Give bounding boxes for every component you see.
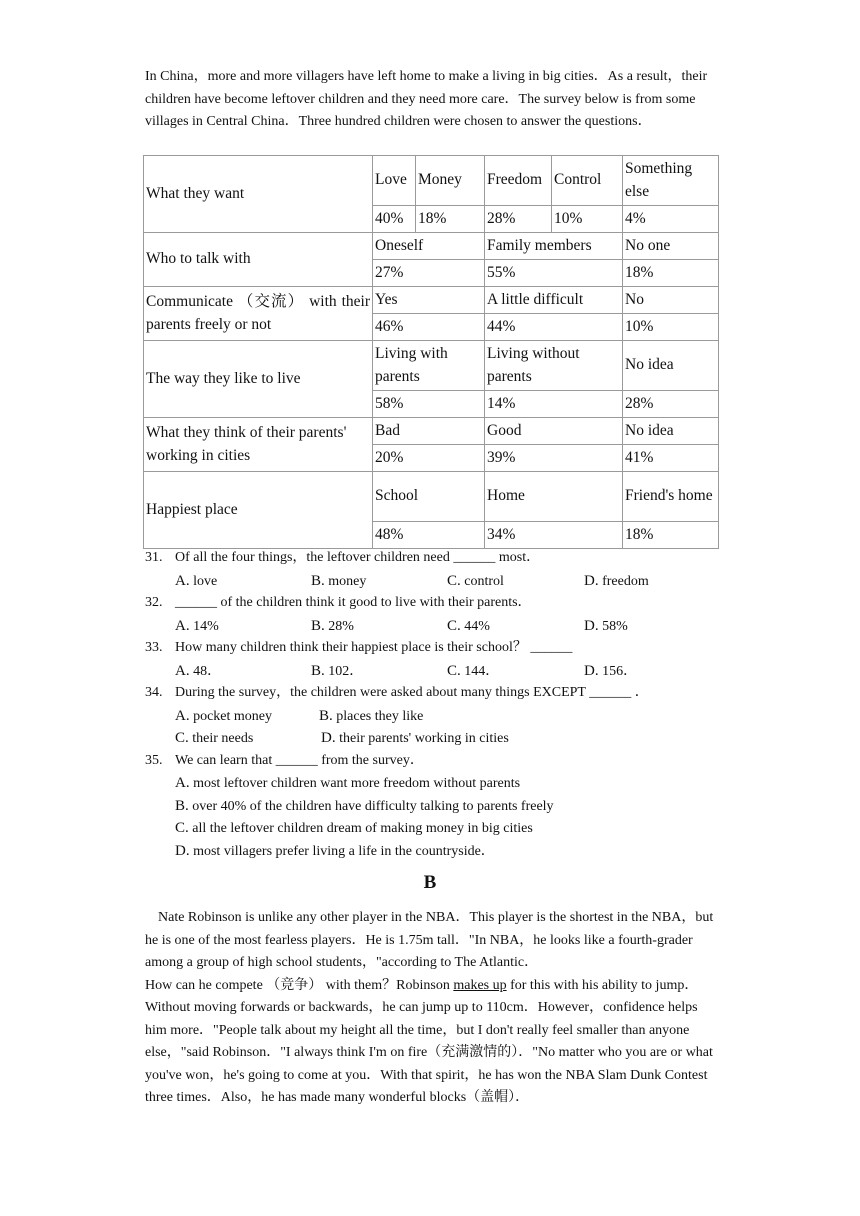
question-31-options [145, 570, 745, 593]
table-cell: Bad [373, 418, 485, 445]
table-cell: 41% [623, 445, 719, 472]
option-b[interactable] [311, 615, 354, 639]
option-text: most leftover children want more freedom without parents [193, 776, 521, 791]
option-a[interactable] [175, 660, 221, 684]
passage-b [145, 907, 720, 1110]
table-cell: 46% [373, 314, 485, 341]
table-cell: Living without parents [485, 341, 623, 391]
table-cell: 28% [485, 206, 552, 233]
underlined-phrase: makes up [453, 977, 507, 993]
option-text: over 40% of the children have difficulty talking to parents freely [192, 798, 554, 814]
question-33-options [145, 660, 745, 683]
option-letter: D. [584, 572, 599, 589]
option-b[interactable] [311, 660, 363, 684]
question-text: How many children think their happiest place is their school？ ______ [175, 640, 573, 655]
row-label-who-to-talk-with: Who to talk with [144, 233, 373, 287]
table-cell: 27% [373, 260, 485, 287]
option-text: 156． [602, 663, 638, 679]
option-letter: A. [175, 617, 190, 634]
table-cell: Living with parents [373, 341, 485, 391]
question-number: 35. [145, 752, 163, 768]
table-cell: 18% [623, 522, 719, 549]
question-35-option-d [145, 840, 745, 863]
passage-paragraph-1: Nate Robinson is unlike any other player in the NBA．This player is the shortest in the NBA，but he is one of the most fearless players．He is 1.75m tall．"In NBA，he looks like a fourth-grader among a group of high school students，"according to The Atlantic． [145, 910, 714, 970]
option-text: 44% [464, 618, 490, 634]
question-text: We can learn that ______ from the survey． [175, 752, 424, 768]
option-letter: B. [175, 797, 189, 814]
option-a[interactable] [175, 570, 217, 594]
table-cell: 58% [373, 391, 485, 418]
option-letter: C. [447, 572, 461, 589]
table-cell: 39% [485, 445, 623, 472]
option-c[interactable] [447, 615, 490, 639]
option-d[interactable] [175, 840, 495, 864]
table-cell: 18% [416, 206, 485, 233]
intro-paragraph: In China，more and more villagers have left home to make a living in big cities．As a result，their children have become leftover children and they need more care．The survey below is from some villages in Central China．Three hundred children were chosen to answer the questions． [145, 69, 708, 129]
option-b[interactable] [311, 570, 366, 594]
row-label-happiest-place: Happiest place [144, 472, 373, 549]
option-b[interactable] [175, 795, 554, 819]
option-text: money [328, 573, 367, 589]
question-35-option-a [145, 772, 745, 795]
question-34-options-row2 [145, 727, 745, 750]
option-d[interactable] [321, 727, 509, 751]
question-number: 34. [145, 685, 163, 700]
option-letter: D. [584, 617, 599, 634]
table-cell: No idea [623, 418, 719, 445]
question-text: During the survey，the children were asked about many things EXCEPT ______ ． [175, 685, 649, 700]
question-35-option-b [145, 795, 745, 818]
table-cell: 48% [373, 522, 485, 549]
table-cell: No idea [623, 341, 719, 391]
table-cell: Love [373, 156, 416, 206]
question-35 [145, 750, 745, 773]
option-text: their parents' working in cities [339, 731, 509, 746]
table-cell: 55% [485, 260, 623, 287]
table-cell: 4% [623, 206, 719, 233]
passage-text: for this with his ability to jump．Without moving forwards or backwards，he can jump up to 110cm．However，confidence helps him more．"People talk about my height all the time，but I don't really feel smaller than anyone else，"said Robinson．"I always think I'm on fire（充满激情的）．"No matter who you are or what you've won，he's going to come at you．With that spirit，he has won the NBA Slam Dunk Contest three times．Also，he has made many wonderful blocks（盖帽）． [145, 977, 713, 1105]
question-34-options-row1 [145, 705, 745, 728]
question-32 [145, 592, 745, 615]
question-34 [145, 682, 745, 705]
table-cell: Family members [485, 233, 623, 260]
table-cell: 10% [552, 206, 623, 233]
survey-table [143, 155, 719, 549]
row-label-way-to-live: The way they like to live [144, 341, 373, 418]
option-d[interactable] [584, 660, 637, 684]
table-cell: 20% [373, 445, 485, 472]
option-text: 144． [464, 663, 500, 679]
option-text: freedom [602, 573, 649, 589]
question-number: 33. [145, 640, 163, 655]
question-text: ______ of the children think it good to live with their parents． [175, 595, 532, 610]
option-letter: D. [321, 730, 336, 746]
table-cell: Oneself [373, 233, 485, 260]
table-cell: 10% [623, 314, 719, 341]
table-cell: Friend's home [623, 472, 719, 522]
option-letter: D. [175, 842, 190, 859]
option-c[interactable] [175, 817, 533, 841]
option-text: pocket money [193, 708, 273, 724]
passage-paragraph-2 [145, 975, 720, 1110]
question-number: 31. [145, 550, 163, 565]
option-c[interactable] [447, 570, 504, 594]
option-letter: A. [175, 662, 190, 679]
table-cell: Yes [373, 287, 485, 314]
questions-block [145, 547, 745, 862]
option-text: all the leftover children dream of making money in big cities [192, 821, 533, 836]
option-text: places they like [336, 708, 424, 724]
option-text: their needs [192, 731, 254, 746]
option-a[interactable] [175, 705, 272, 729]
option-letter: C. [175, 820, 189, 836]
table-cell: School [373, 472, 485, 522]
option-c[interactable] [447, 660, 499, 684]
option-b[interactable] [319, 705, 423, 729]
option-text: 102． [328, 663, 364, 679]
question-32-options [145, 615, 745, 638]
option-letter: B. [319, 707, 333, 724]
option-letter: B. [311, 617, 325, 634]
option-letter: B. [311, 572, 325, 589]
question-35-option-c [145, 817, 745, 840]
option-letter: C. [447, 617, 461, 634]
option-c[interactable] [175, 727, 253, 751]
table-cell: 28% [623, 391, 719, 418]
option-letter: B. [311, 662, 325, 679]
table-cell: Freedom [485, 156, 552, 206]
option-text: 14% [193, 618, 219, 634]
question-text: Of all the four things，the leftover children need ______ most． [175, 550, 541, 565]
table-cell: 14% [485, 391, 623, 418]
option-letter: A. [175, 775, 190, 791]
question-number: 32. [145, 595, 163, 610]
option-text: love [193, 573, 218, 589]
question-33 [145, 637, 745, 660]
option-text: control [464, 573, 504, 589]
table-cell: No [623, 287, 719, 314]
option-text: 48． [193, 663, 222, 679]
option-letter: D. [584, 662, 599, 679]
option-letter: A. [175, 572, 190, 589]
question-31 [145, 547, 745, 570]
option-text: most villagers prefer living a life in the countryside． [193, 843, 495, 859]
row-label-what-they-want: What they want [144, 156, 373, 233]
table-cell: No one [623, 233, 719, 260]
passage-text: How can he compete （竞争） with them？Robinson [145, 977, 454, 993]
option-letter: A. [175, 707, 190, 724]
table-cell: Something else [623, 156, 719, 206]
table-cell: A little difficult [485, 287, 623, 314]
table-cell: Good [485, 418, 623, 445]
table-cell: 18% [623, 260, 719, 287]
table-cell: 44% [485, 314, 623, 341]
row-label-think-of-parents: What they think of their parents' working in cities [144, 418, 373, 472]
table-cell: Home [485, 472, 623, 522]
option-d[interactable] [584, 570, 649, 594]
option-letter: C. [447, 662, 461, 679]
option-a[interactable] [175, 615, 219, 639]
table-cell: Control [552, 156, 623, 206]
option-text: 58% [602, 618, 628, 634]
table-cell: 40% [373, 206, 416, 233]
table-cell: 34% [485, 522, 623, 549]
table-cell: Money [416, 156, 485, 206]
row-label-communicate: Communicate （交流） with their parents freely or not [144, 287, 373, 341]
option-text: 28% [328, 618, 354, 634]
option-letter: C. [175, 730, 189, 746]
option-a[interactable] [175, 772, 520, 796]
section-b-heading: B [423, 872, 437, 893]
option-d[interactable] [584, 615, 628, 639]
